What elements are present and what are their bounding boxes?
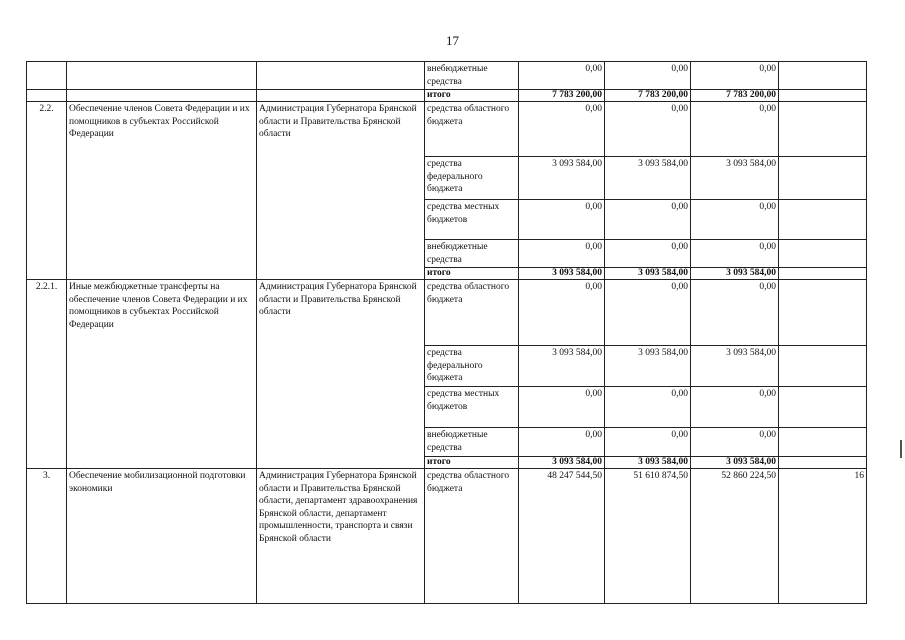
row-number-cell: [27, 90, 67, 102]
amount-year2-cell: 51 610 874,50: [605, 469, 691, 604]
executor-cell: [257, 90, 425, 102]
amount-year1-cell: 48 247 544,50: [519, 469, 605, 604]
indicator-cell: [779, 457, 867, 469]
row-number-cell: [27, 62, 67, 90]
activity-name-cell: Обеспечение мобилизационной подготовки экономики: [67, 469, 257, 604]
executor-cell: Администрация Губернатора Брянской области и Правительства Брянской области: [257, 102, 425, 280]
amount-year3-cell: 3 093 584,00: [691, 157, 779, 200]
amount-year1-cell: 3 093 584,00: [519, 457, 605, 469]
funding-source-cell: внебюджетные средства: [425, 62, 519, 90]
page-number: 17: [446, 33, 459, 48]
amount-year3-cell: 7 783 200,00: [691, 90, 779, 102]
amount-year2-cell: 3 093 584,00: [605, 457, 691, 469]
amount-year2-cell: 3 093 584,00: [605, 268, 691, 280]
funding-source-cell: итого: [425, 268, 519, 280]
indicator-cell: [779, 102, 867, 157]
row-number-cell: 2.2.1.: [27, 280, 67, 469]
indicator-cell: [779, 387, 867, 428]
table-row: [27, 280, 867, 346]
funding-source-cell: средства областного бюджета: [425, 280, 519, 346]
amount-year3-cell: 3 093 584,00: [691, 346, 779, 387]
row-number-cell: 2.2.: [27, 102, 67, 280]
indicator-cell: [779, 62, 867, 90]
funding-source-cell: итого: [425, 90, 519, 102]
amount-year2-cell: 0,00: [605, 62, 691, 90]
executor-cell: [257, 62, 425, 90]
amount-year3-cell: 3 093 584,00: [691, 268, 779, 280]
amount-year1-cell: 3 093 584,00: [519, 268, 605, 280]
table-row: [27, 62, 867, 90]
amount-year3-cell: 0,00: [691, 102, 779, 157]
funding-source-cell: внебюджетные средства: [425, 240, 519, 268]
funding-source-cell: средства местных бюджетов: [425, 200, 519, 240]
scan-mark: [900, 440, 902, 458]
amount-year2-cell: 0,00: [605, 387, 691, 428]
total-row: [27, 90, 867, 102]
amount-year3-cell: 0,00: [691, 280, 779, 346]
amount-year1-cell: 0,00: [519, 240, 605, 268]
funding-source-cell: итого: [425, 457, 519, 469]
indicator-cell: [779, 428, 867, 457]
amount-year1-cell: 0,00: [519, 102, 605, 157]
amount-year3-cell: 0,00: [691, 62, 779, 90]
amount-year2-cell: 7 783 200,00: [605, 90, 691, 102]
amount-year2-cell: 0,00: [605, 240, 691, 268]
row-number-cell: 3.: [27, 469, 67, 604]
indicator-cell: [779, 240, 867, 268]
amount-year3-cell: 0,00: [691, 387, 779, 428]
amount-year1-cell: 3 093 584,00: [519, 346, 605, 387]
indicator-cell: [779, 268, 867, 280]
executor-cell: Администрация Губернатора Брянской области и Правительства Брянской области: [257, 280, 425, 469]
amount-year1-cell: 0,00: [519, 280, 605, 346]
funding-source-cell: средства федерального бюджета: [425, 157, 519, 200]
funding-source-cell: средства областного бюджета: [425, 102, 519, 157]
table-row: [27, 102, 867, 157]
indicator-cell: [779, 200, 867, 240]
activity-name-cell: [67, 90, 257, 102]
amount-year1-cell: 7 783 200,00: [519, 90, 605, 102]
budget-table: [26, 61, 867, 604]
amount-year3-cell: 0,00: [691, 200, 779, 240]
indicator-cell: [779, 90, 867, 102]
indicator-cell: [779, 157, 867, 200]
amount-year2-cell: 0,00: [605, 200, 691, 240]
amount-year2-cell: 3 093 584,00: [605, 157, 691, 200]
amount-year3-cell: 3 093 584,00: [691, 457, 779, 469]
executor-cell: Администрация Губернатора Брянской области и Правительства Брянской области, департамент здравоохранения Брянской области, департамент промышленности, транспорта и связи Брянской области: [257, 469, 425, 604]
amount-year2-cell: 0,00: [605, 280, 691, 346]
amount-year2-cell: 0,00: [605, 428, 691, 457]
funding-source-cell: средства местных бюджетов: [425, 387, 519, 428]
indicator-cell: [779, 280, 867, 346]
funding-source-cell: средства областного бюджета: [425, 469, 519, 604]
activity-name-cell: Обеспечение членов Совета Федерации и их помощников в субъектах Российской Федерации: [67, 102, 257, 280]
amount-year1-cell: 0,00: [519, 387, 605, 428]
funding-source-cell: средства федерального бюджета: [425, 346, 519, 387]
amount-year1-cell: 0,00: [519, 200, 605, 240]
activity-name-cell: Иные межбюджетные трансферты на обеспечение членов Совета Федерации и их помощников в субъектах Российской Федерации: [67, 280, 257, 469]
amount-year1-cell: 0,00: [519, 62, 605, 90]
amount-year2-cell: 3 093 584,00: [605, 346, 691, 387]
table-row: [27, 469, 867, 604]
amount-year3-cell: 52 860 224,50: [691, 469, 779, 604]
activity-name-cell: [67, 62, 257, 90]
amount-year2-cell: 0,00: [605, 102, 691, 157]
funding-source-cell: внебюджетные средства: [425, 428, 519, 457]
indicator-cell: 16: [779, 469, 867, 604]
amount-year3-cell: 0,00: [691, 240, 779, 268]
indicator-cell: [779, 346, 867, 387]
amount-year1-cell: 3 093 584,00: [519, 157, 605, 200]
amount-year3-cell: 0,00: [691, 428, 779, 457]
amount-year1-cell: 0,00: [519, 428, 605, 457]
